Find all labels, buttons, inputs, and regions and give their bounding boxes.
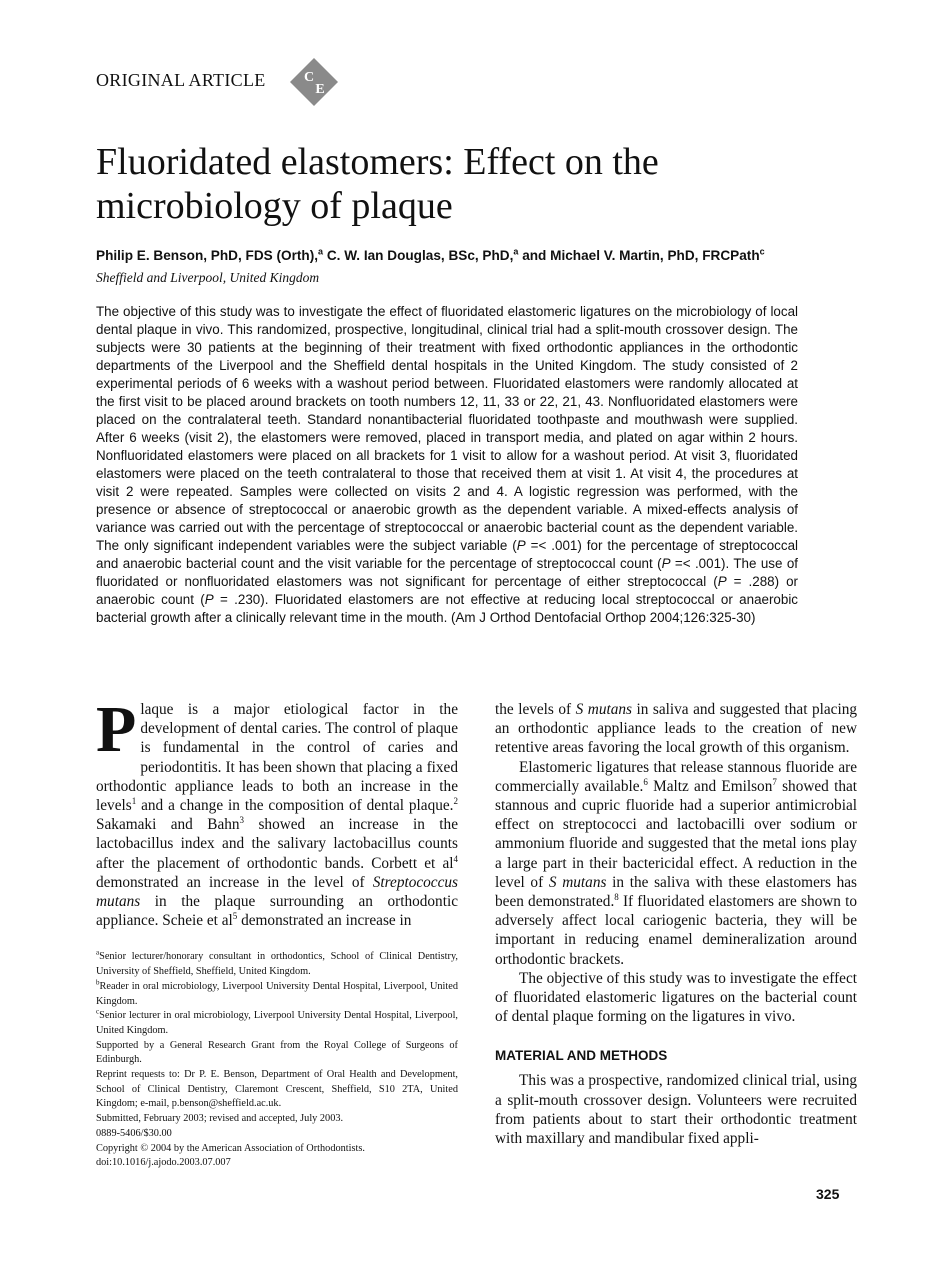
abstract-text: The objective of this study was to investigate the effect of fluoridated elastomeric ligatures on the microbiology of local dental plaque in vivo. This randomized, prospective, longitudinal, clinical trial had a split-mouth crossover design. The subjects were 30 patients at the beginning of their treatment with fixed orthodontic appliances in the orthodontic departments of the Liverpool and the Sheffield dental hospitals in the United Kingdom. The study consisted of 2 experimental periods of 6 weeks with a washout period between. Fluoridated elastomers were randomly allocated at the first visit to be placed around brackets on tooth numbers 12, 11, 33 or 22, 21, 43. Nonfluoridated elastomers were placed on the contralateral teeth. Standard nonantibacterial fluoridated toothpaste and mouthwash were supplied. After 6 weeks (visit 2), the elastomers were removed, placed in transport media, and plated on agar within 2 hours. Nonfluoridated elastomers were placed on all brackets for 1 visit to allow for a washout period. At visit 3, fluoridated elastomers were placed on the teeth contralateral to those that received them at visit 1. At visit 4, the procedures at visit 2 were repeated. Samples were collected on visits 2 and 4. A logistic regression was performed, with the presence or absence of streptococcal or anaerobic growth as the dependent variable. A mixed-effects analysis of variance was carried out with the percentage of streptococcal or anaerobic bacterial count as the dependent variable. The only significant independent variables were the subject variable ( bbox=[96, 304, 798, 553]
body-text: the levels of bbox=[495, 701, 576, 718]
abstract-text: = .288) or anaerobic count ( bbox=[96, 574, 798, 607]
citation: 1 bbox=[131, 795, 137, 806]
body-text: Sakamaki and Bahn bbox=[96, 816, 240, 834]
abstract bbox=[96, 303, 798, 627]
citation: 3 bbox=[239, 815, 245, 826]
citation: 2 bbox=[453, 795, 458, 806]
footnote-doi: doi:10.1016/j.ajodo.2003.07.007 bbox=[96, 1157, 231, 1169]
footnotes bbox=[96, 950, 458, 1171]
author-1-affil: a bbox=[318, 246, 324, 257]
footnote-reprint: Reprint requests to: Dr P. E. Benson, Department of Oral Health and Development, School of Clinical Dentistry, Claremont Crescent, Sheffield, S10 2TA, United Kingdom; e-mail, p.benson@sheffield.ac.uk. bbox=[96, 1069, 458, 1110]
footnote-c bbox=[96, 1009, 458, 1038]
species-name: Streptococcus mutans bbox=[96, 873, 458, 911]
left-column bbox=[96, 693, 458, 1171]
section-heading: MATERIAL AND METHODS bbox=[495, 1048, 668, 1064]
body-text: showed an increase in the lactobacillus index and the salivary lactobacillus counts after the placement of orthodontic bands. Corbett et al bbox=[96, 816, 458, 872]
footnote-support: Supported by a General Research Grant from the Royal College of Surgeons of Edinburgh. bbox=[96, 1039, 458, 1066]
body-text: in the plaque surrounding an orthodontic appliance. Scheie et al bbox=[96, 893, 458, 930]
author-1: Philip E. Benson, PhD, FDS (Orth), bbox=[96, 248, 319, 263]
abstract-p-symbol: P bbox=[661, 556, 671, 571]
footnote-marker: c bbox=[96, 1007, 100, 1016]
abstract-p-symbol: P bbox=[717, 574, 727, 589]
paragraph-3: The objective of this study was to investigate the effect of fluoridated elastomeric ligatures on the bacterial count of dental plaque forming on the ligatures in vivo. bbox=[495, 969, 857, 1026]
footnote-text: Senior lecturer in oral microbiology, Liverpool University Dental Hospital, Liverpool, United Kingdom. bbox=[96, 1010, 458, 1036]
abstract-text: =< .001) for the percentage of streptococcal and anaerobic bacterial count and the visit variable for the percentage of streptococcal count ( bbox=[96, 538, 798, 571]
ce-badge-letter-e: E bbox=[315, 82, 325, 97]
article-title bbox=[96, 140, 856, 228]
affiliation: Sheffield and Liverpool, United Kingdom bbox=[96, 270, 320, 285]
body-text: demonstrated an increase in the level of bbox=[96, 873, 373, 891]
body-text: demonstrated an increase in bbox=[237, 912, 412, 930]
footnote-a bbox=[96, 950, 458, 979]
body-text: and a change in the composition of dental plaque. bbox=[136, 797, 454, 815]
footnote-b bbox=[96, 980, 458, 1009]
author-2-affil: a bbox=[513, 246, 519, 257]
section-label: ORIGINAL ARTICLE bbox=[96, 70, 266, 90]
body-text: showed that stannous and cupric fluoride had a superior antimicrobial effect on streptococci and lactobacilli over sodium or ammonium fluoride and suggested that the metal ions play a large part in their bactericidal effect. A reduction in the level of bbox=[495, 777, 858, 891]
citation: 8 bbox=[614, 891, 619, 902]
author-3: and Michael V. Martin, PhD, FRCPath bbox=[518, 248, 760, 263]
page-number: 325 bbox=[816, 1186, 840, 1202]
citation: 4 bbox=[453, 853, 458, 864]
body-text: in saliva and suggested that placing an orthodontic appliance leads to the creation of new retentive areas favoring the local growth of this organism. bbox=[495, 701, 857, 757]
right-column bbox=[495, 700, 857, 1148]
species-name: S mutans bbox=[548, 873, 607, 891]
intro-paragraph bbox=[96, 693, 458, 930]
ce-badge-letter-c: C bbox=[303, 70, 315, 85]
title-line-2: microbiology of plaque bbox=[96, 185, 453, 227]
footnote-text: Reader in oral microbiology, Liverpool University Dental Hospital, Liverpool, United Kingdom. bbox=[96, 980, 458, 1007]
drop-cap: P bbox=[96, 693, 137, 766]
citation: 7 bbox=[772, 776, 777, 787]
abstract-text: = .230). Fluoridated elastomers are not effective at reducing local streptococcal or anaerobic bacterial growth after a clinically relevant time in the mouth. (Am J Orthod Dentofacial Orthop 2004;126:325-30) bbox=[96, 592, 798, 625]
paragraph-4: This was a prospective, randomized clinical trial, using a split-mouth crossover design. Volunteers were recruited from patients about to start their orthodontic treatment with maxillary and mandibular fixed appli- bbox=[495, 1072, 857, 1148]
author-list bbox=[96, 248, 876, 263]
footnote-marker: b bbox=[96, 978, 100, 987]
ce-badge-icon bbox=[290, 58, 338, 106]
body-text: Maltz and Emilson bbox=[647, 777, 773, 795]
citation: 5 bbox=[232, 911, 238, 922]
body-text: If fluoridated elastomers are shown to adversely affect local cariogenic bacteria, they will be important in reducing enamel demineralization around orthodontic brackets. bbox=[495, 893, 857, 968]
species-name: S mutans bbox=[575, 701, 632, 718]
author-2: C. W. Ian Douglas, BSc, PhD, bbox=[323, 248, 514, 263]
footnote-marker: a bbox=[96, 949, 100, 958]
body-text: Elastomeric ligatures that release stannous fluoride are commercially available. bbox=[495, 758, 857, 795]
paragraph-2 bbox=[495, 758, 857, 969]
author-3-affil: c bbox=[759, 246, 765, 257]
paragraph-1 bbox=[495, 700, 857, 758]
title-line-1: Fluoridated elastomers: Effect on the bbox=[96, 141, 659, 183]
abstract-p-symbol: P bbox=[516, 538, 526, 553]
footnote-copyright: Copyright © 2004 by the American Association of Orthodontists. bbox=[96, 1142, 365, 1154]
body-text: in the saliva with these elastomers has been demonstrated. bbox=[495, 873, 858, 911]
footnote-submitted: Submitted, February 2003; revised and accepted, July 2003. bbox=[96, 1113, 344, 1125]
citation: 6 bbox=[643, 776, 648, 787]
abstract-text: =< .001). The use of fluoridated or nonfluoridated elastomers was not significant for percentage of either streptococcal ( bbox=[96, 556, 798, 589]
footnote-issn: 0889-5406/$30.00 bbox=[96, 1127, 172, 1139]
footnote-text: Senior lecturer/honorary consultant in orthodontics, School of Clinical Dentistry, University of Sheffield, Sheffield, United Kingdom. bbox=[96, 951, 458, 978]
body-text: laque is a major etiological factor in the development of dental caries. The control of plaque is fundamental in the control of caries and periodontitis. It has been shown that placing a fixed orthodontic appliance leads to both an increase in the levels bbox=[96, 701, 458, 815]
abstract-p-symbol: P bbox=[204, 592, 214, 607]
